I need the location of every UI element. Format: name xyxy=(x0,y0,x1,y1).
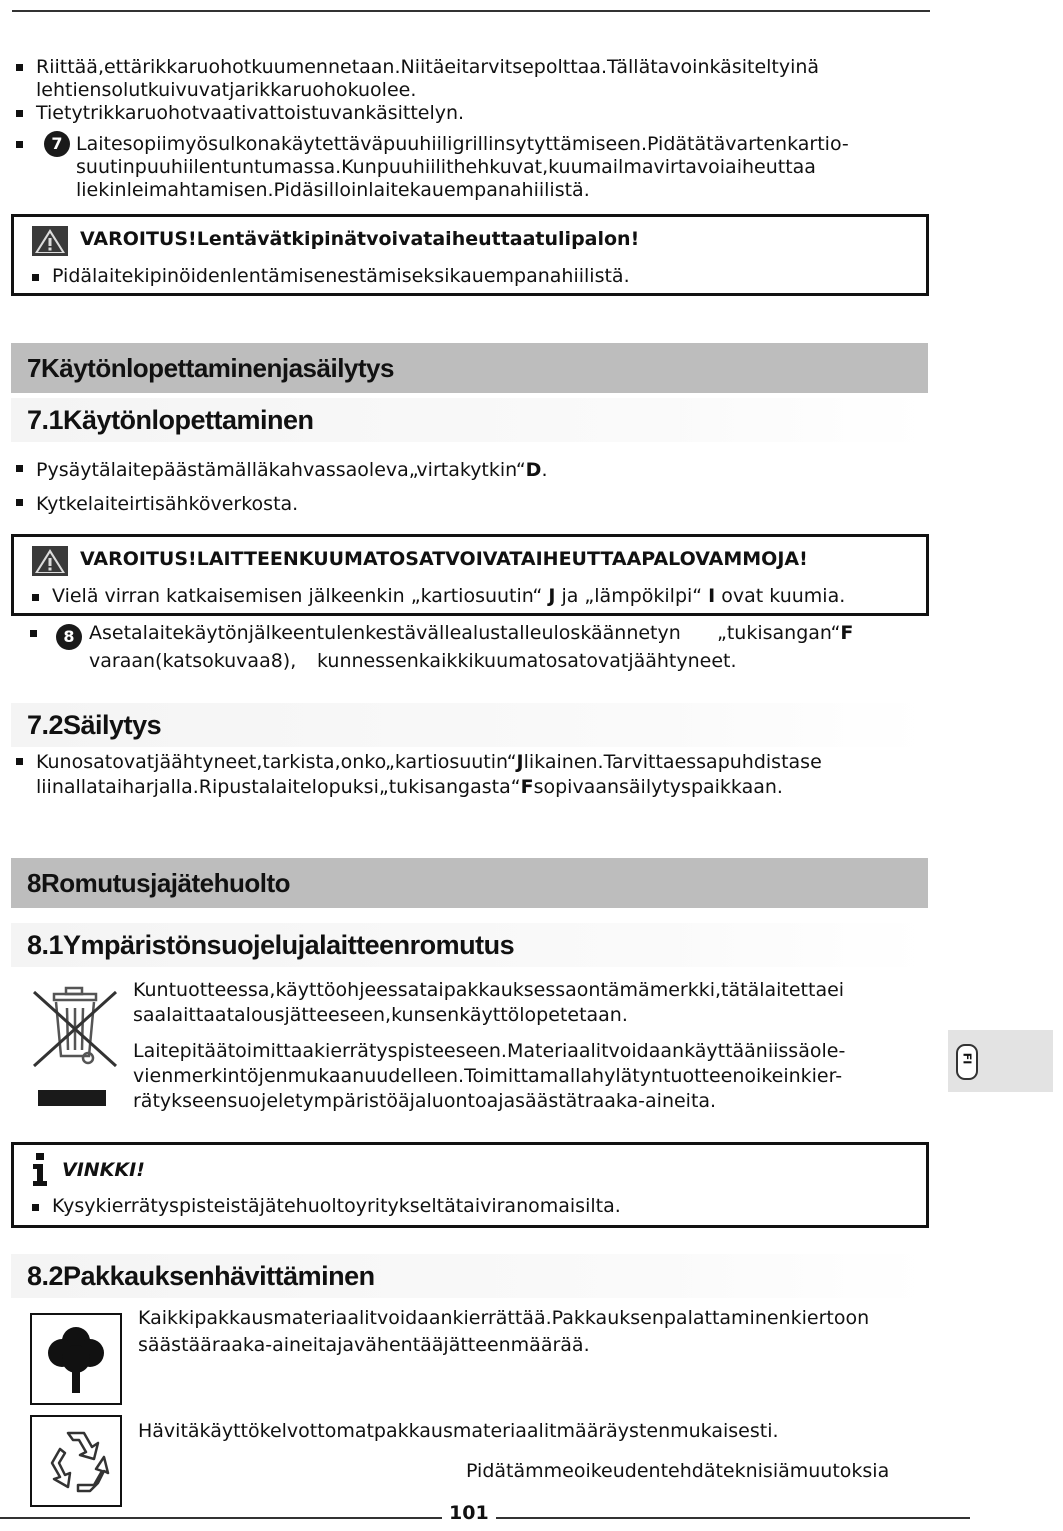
warning-box xyxy=(11,214,929,296)
intro-bullet-list xyxy=(14,56,894,202)
subsection-heading: 7.1Käytönlopettaminen xyxy=(11,398,928,442)
subsection-heading: 8.1Ympäristönsuojelujalaitteenromutus xyxy=(11,923,928,967)
warning-bullet: Vielä virran katkaisemisen jälkeenkin „kartiosuutin“ J ja „lämpökilpi“ I ovat kuumia. xyxy=(30,585,845,607)
bullet-list xyxy=(14,750,894,800)
list-item: Kytkelaiteirtisähköverkosta. xyxy=(14,491,894,517)
list-item: Kunosatovatjäähtyneet,tarkista,onko„kartiosuutin“Jlikainen.Tarvittaessapuhdistase liinallataiharjalla.Ripustalaitelopuksi„tukisangasta“Fsopivaansäilytyspaikkaan. xyxy=(14,750,894,800)
section-heading: 8Romutusjajätehuolto xyxy=(11,858,928,908)
footer-rule-left xyxy=(0,1517,442,1519)
warning-triangle-icon xyxy=(32,226,68,256)
language-badge: FI xyxy=(956,1044,978,1080)
subsection-heading: 7.2Säilytys xyxy=(11,703,928,747)
tip-box xyxy=(11,1142,929,1228)
list-item: Pysäytälaitepäästämälläkahvassaoleva„virtakytkin“D. xyxy=(14,457,894,483)
list-item: 7 Laitesopiimyösulkonakäytettäväpuuhiiligrillinsytyttämiseen.Pidätätävartenkartio-suutinpuuhiilentuntumassa.Kunpuuhiilithehkuvat,kuumailmavirtavoiaiheuttaa liekinleimahtamisen.Pidäsilloinlaitekauempanahiilistä. xyxy=(14,133,894,202)
list-item: Tietytrikkaruohotvaativattoistuvankäsittelyn. xyxy=(14,102,894,125)
warning-heading: VAROITUS!LAITTEENKUUMATOSATVOIVATAIHEUTTAAPALOVAMMOJA! xyxy=(32,546,68,581)
info-icon xyxy=(32,1153,48,1187)
warning-heading: VAROITUS!Lentävätkipinätvoivataiheuttaatulipalon! xyxy=(32,226,68,261)
page-number: 101 xyxy=(449,1502,489,1524)
section-heading: 7Käytönlopettaminenjasäilytys xyxy=(11,343,928,393)
paragraph: Kuntuotteessa,käyttöohjeessataipakkauksessaontämämerkki,tätälaitettaei saalaittaatalousjätteeseen,kunsenkäyttölopetetaan. xyxy=(133,979,845,1026)
top-rule xyxy=(12,10,930,12)
crossed-bin-icon xyxy=(28,984,122,1110)
tip-heading: VINKKI! xyxy=(62,1159,145,1181)
footer-rule-right xyxy=(496,1517,970,1519)
bullet-marker xyxy=(30,630,37,637)
paragraph: Kaikkipakkausmateriaalitvoidaankierrättää.Pakkauksenpalattaminenkiertoon säästääraaka-aineitajavähentääjätteenmäärää. xyxy=(138,1307,870,1356)
tree-icon xyxy=(32,1315,120,1403)
paragraph: Hävitäkäyttökelvottomatpakkausmateriaalitmääräystenmukaisesti. xyxy=(138,1420,779,1442)
figure-number-badge: 7 xyxy=(44,131,70,157)
list-item: Riittää,ettärikkaruohotkuumennetaan.Niitäeitarvitsepolttaa.Tällätavoinkäsiteltyinä lehtiensolutkuivuvatjarikkaruohokuolee. xyxy=(14,56,894,102)
warning-triangle-icon xyxy=(32,546,68,576)
paragraph: Laitepitäätoimittaakierrätyspisteeseen.Materiaalitvoidaankäyttääniissäole- vienmerkintöjenmukaanuudelleen.Toimittamallahylätyntuotteenoikeinkier- rätykseensuojeletympäristöäjaluontoajasäästätraaka-aineita. xyxy=(133,1040,846,1112)
figure-bullet: 8 Asetalaitekäytönjälkeentulenkestävällealustalleuloskäännetyn „tukisangan“F varaan(katsokuvaa8), kunnessenkaikkikuumatosatovatjäähtyneet. xyxy=(14,622,914,678)
footer-note: Pidätämmeoikeudentehdäteknisiämuutoksia xyxy=(466,1460,890,1482)
warning-bullet: Pidälaitekipinöidenlentämisenestämiseksikauempanahiilistä. xyxy=(30,265,630,287)
language-tab xyxy=(948,1030,1053,1092)
bullet-list xyxy=(14,457,894,517)
recycle-icon xyxy=(32,1417,120,1505)
recycle-icon-box xyxy=(30,1415,122,1507)
tree-icon-box xyxy=(30,1313,122,1405)
tip-bullet: Kysykierrätyspisteistäjätehuoltoyrityksel​tätaiviranomaisilta. xyxy=(30,1195,621,1217)
figure-number-badge: 8 xyxy=(56,624,82,650)
warning-box xyxy=(11,534,929,616)
subsection-heading: 8.2Pakkauksenhävittäminen xyxy=(11,1254,928,1298)
